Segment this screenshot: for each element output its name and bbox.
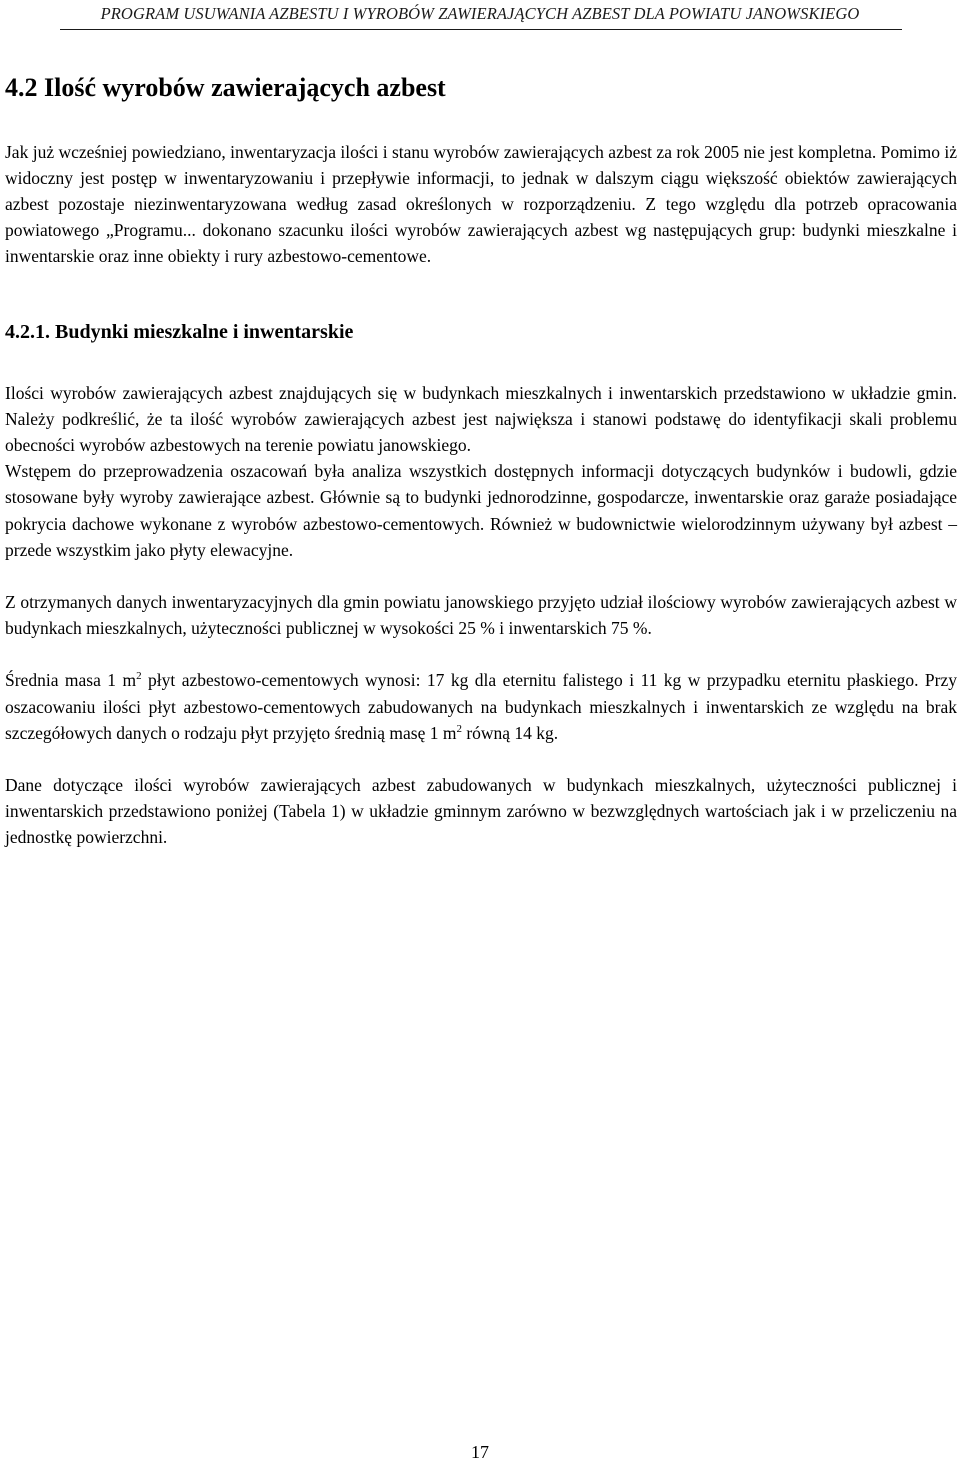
paragraph-analysis: Wstępem do przeprowadzenia oszacowań była analiza wszystkich dostępnych informacji dotyczących budynków i budowli, gdzie stosowane były wyroby zawierające azbest. Głównie są to budynki jednorodzinne, gospodarcze, inwentarskie oraz garaże posiadające pokrycia dachowe wykonane z wyrobów azbestowo-cementowych. Również w budownictwie wielorodzinnym używany był azbest – przede wszystkim jako płyty elewacyjne. — [5, 461, 957, 560]
superscript-2: 2 — [456, 722, 462, 735]
page-body — [5, 74, 957, 851]
mass-text-1: Średnia masa 1 m — [5, 670, 137, 691]
paragraph-share: Z otrzymanych danych inwentaryzacyjnych dla gmin powiatu janowskiego przyjęto udział ilościowy wyrobów zawierających azbest w budynkach mieszkalnych, użyteczności publicznej w wysokości 25 % i inwentarskich 75 %. — [5, 592, 957, 639]
paragraph-gmin-overview: Ilości wyrobów zawierających azbest znajdujących się w budynkach mieszkalnych i inwentarskich przedstawiono w układzie gmin. Należy podkreślić, że ta ilość wyrobów zawierających azbest jest największa i stanowi podstawę do identyfikacji skali problemu obecności wyrobów azbestowych na terenie powiatu janowskiego. — [5, 382, 957, 456]
superscript-2: 2 — [136, 670, 142, 683]
header-divider — [60, 29, 902, 30]
running-header: PROGRAM USUWANIA AZBESTU I WYROBÓW ZAWIERAJĄCYCH AZBEST DLA POWIATU JANOWSKIEGO — [100, 4, 860, 23]
mass-text-3: równą 14 kg. — [461, 722, 559, 743]
section-title: 4.2 Ilość wyrobów zawierających azbest — [5, 73, 446, 102]
paragraph-table-reference: Dane dotyczące ilości wyrobów zawierających azbest zabudowanych w budynkach mieszkalnych, użyteczności publicznej i inwentarskich przedstawiono poniżej (Tabela 1) w układzie gminnym zarówno w bezwzględnych wartościach jak i w przeliczeniu na jednostkę powierzchni. — [5, 775, 957, 848]
subsection-title: 4.2.1. Budynki mieszkalne i inwentarskie — [5, 320, 354, 343]
page-number: 17 — [471, 1442, 489, 1462]
intro-paragraph: Jak już wcześniej powiedziano, inwentaryzacja ilości i stanu wyrobów zawierających azbest za rok 2005 nie jest kompletna. Pomimo iż widoczny jest postęp w inwentaryzowaniu i przepływie informacji, to jednak w dalszym ciągu większość obiektów zawierających azbest pozostaje niezinwentaryzowana według zasad określonych w rozporządzeniu. Z tego względu dla potrzeb opracowania powiatowego „Programu... dokonano szacunku ilości wyrobów zawierających azbest wg następujących grup: budynki mieszkalne i inwentarskie oraz inne obiekty i rury azbestowo-cementowe. — [5, 141, 957, 267]
mass-text-2: płyt azbestowo-cementowych wynosi: 17 kg dla eternitu falistego i 11 kg w przypadku eternitu płaskiego. Przy oszacowaniu ilości płyt azbestowo-cementowych zabudowanych na budynkach mieszkalnych i inwentarskich ze względu na brak szczegółowych danych o rodzaju płyt przyjęto średnią masę 1 m — [5, 670, 957, 743]
paragraph-mass — [5, 667, 957, 746]
